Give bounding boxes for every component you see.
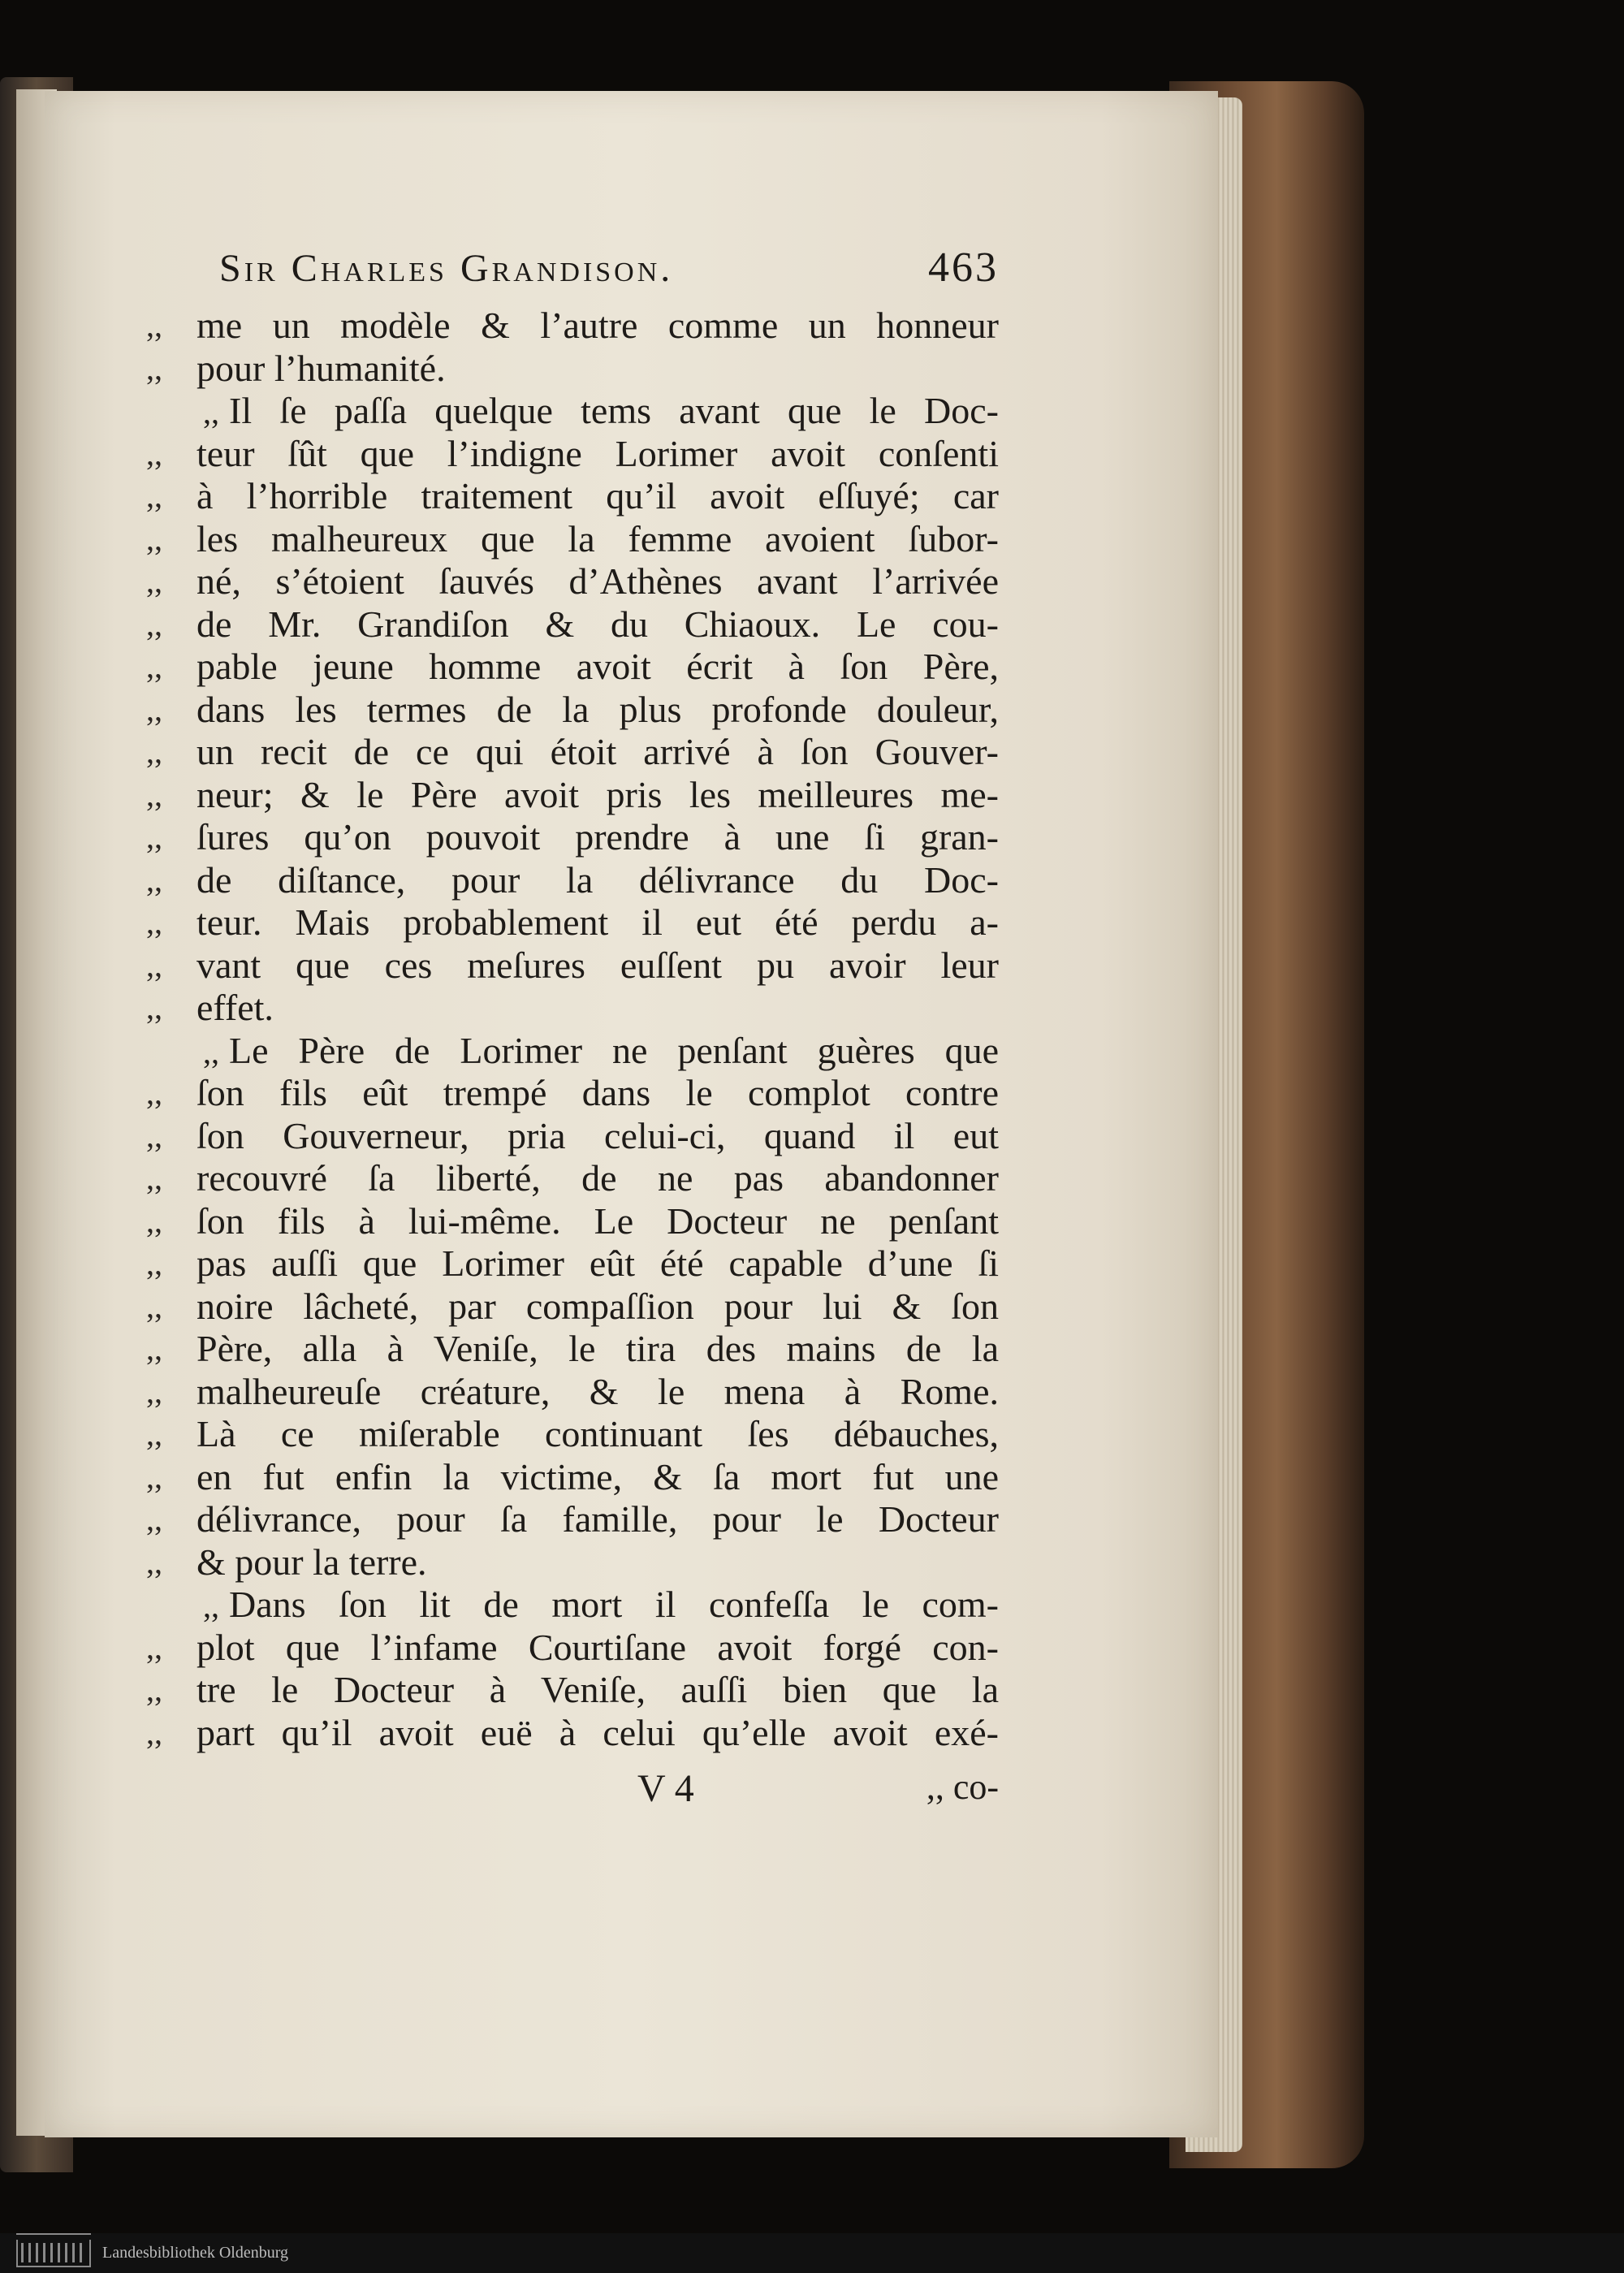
library-building-logo-icon	[16, 2240, 91, 2267]
line-words: Dans ſon lit de mort il confeſſa le com-	[229, 1584, 999, 1625]
quote-mark: ,,	[146, 1245, 162, 1281]
line-words: les malheureux que la femme avoient ſubor-	[197, 517, 999, 560]
line-text	[197, 348, 999, 391]
line-words: pour l’humanité.	[197, 347, 446, 389]
line-text	[197, 475, 999, 518]
quote-mark: ,,	[146, 1372, 162, 1410]
line-words: de Mr. Grandiſon & du Chiaoux. Le cou-	[197, 603, 999, 645]
library-name: Landesbibliothek Oldenburg	[102, 2244, 289, 2262]
line-words: noire lâcheté, par compaſſion pour lui & ſon	[197, 1285, 999, 1327]
text-line	[146, 603, 999, 646]
line-words: me un modèle & l’autre comme un honneur	[197, 305, 999, 346]
line-words: neur; & le Père avoit pris les meilleures me-	[197, 773, 999, 815]
line-words: teur ſût que l’indigne Lorimer avoit conſenti	[197, 432, 999, 474]
quote-mark: ,,	[146, 819, 162, 855]
text-line	[146, 731, 999, 774]
line-text	[197, 1115, 999, 1158]
line-words: ſon Gouverneur, pria celui-ci, quand il eut	[197, 1114, 999, 1156]
line-words: Il ſe paſſa quelque tems avant que le Doc-	[229, 390, 999, 431]
line-words: Là ce miſerable continuant ſes débauches,	[197, 1413, 999, 1454]
text-line	[146, 560, 999, 603]
text-line	[146, 1328, 999, 1371]
quote-mark: ,,	[146, 690, 162, 728]
line-words: ſon fils à lui-même. Le Docteur ne penſant	[197, 1199, 999, 1242]
text-line	[146, 1413, 999, 1456]
quote-mark: ,,	[146, 904, 162, 940]
line-text	[197, 1242, 999, 1286]
quote-mark: ,,	[146, 861, 162, 898]
text-line	[146, 475, 999, 518]
text-line	[146, 1115, 999, 1158]
quote-mark: ,,	[146, 349, 162, 387]
text-line	[146, 1627, 999, 1670]
line-text	[197, 731, 999, 774]
text-line	[146, 944, 999, 987]
line-text	[197, 1456, 999, 1499]
running-head	[219, 244, 999, 292]
line-text	[203, 1584, 999, 1628]
line-words: à l’horrible traitement qu’il avoit eſſuyé; car	[197, 475, 999, 516]
line-text	[197, 1712, 999, 1755]
quote-mark: ,,	[146, 434, 162, 472]
line-text	[197, 433, 999, 476]
line-words: Le Père de Lorimer ne penſant guères que	[229, 1029, 999, 1071]
line-text	[197, 305, 999, 348]
quote-mark: ,,	[146, 478, 162, 514]
line-words: tre le Docteur à Veniſe, auſſi bien que la	[197, 1669, 999, 1710]
library-footer-bar	[0, 2233, 1624, 2273]
line-text	[197, 987, 999, 1030]
opening-quote-mark: ,,	[203, 1588, 219, 1624]
line-words: né, s’étoient ſauvés d’Athènes avant l’arrivée	[197, 560, 999, 602]
text-line	[146, 433, 999, 476]
text-line	[146, 859, 999, 902]
quote-mark: ,,	[146, 1117, 162, 1154]
opening-quote-mark: ,,	[203, 1033, 219, 1070]
line-words: malheureuſe créature, & le mena à Rome.	[197, 1370, 999, 1412]
text-line	[146, 774, 999, 817]
quote-mark: ,,	[146, 605, 162, 642]
quote-mark: ,,	[146, 733, 162, 770]
line-words: pas auſſi que Lorimer eût été capable d’une ſi	[197, 1242, 999, 1284]
quote-mark: ,,	[146, 1415, 162, 1452]
quote-mark: ,,	[146, 1458, 162, 1495]
body-text	[146, 305, 999, 1754]
text-line	[146, 1157, 999, 1200]
line-words: dans les termes de la plus profonde douleur,	[197, 688, 999, 730]
line-words: un recit de ce qui étoit arrivé à ſon Gouver-	[197, 731, 999, 772]
text-line	[146, 1072, 999, 1115]
quote-mark: ,,	[146, 1202, 162, 1239]
quote-mark: ,,	[146, 1160, 162, 1196]
text-line	[146, 1286, 999, 1329]
line-words: ſon fils eût trempé dans le complot contre	[197, 1072, 999, 1113]
page-number: 463	[928, 244, 999, 291]
line-text	[197, 1413, 999, 1456]
line-text	[197, 1286, 999, 1329]
text-line	[146, 1712, 999, 1755]
quote-mark: ,,	[146, 1713, 162, 1751]
quote-mark: ,,	[146, 1543, 162, 1580]
signature-mark: V 4	[637, 1767, 694, 1810]
text-line	[146, 1200, 999, 1243]
text-line	[146, 1371, 999, 1414]
line-text	[197, 689, 999, 732]
text-line	[146, 348, 999, 391]
line-text	[197, 1498, 999, 1541]
line-text	[197, 1669, 999, 1712]
line-text	[203, 390, 999, 434]
running-title: Sir Charles Grandison.	[219, 247, 674, 290]
quote-mark: ,,	[146, 946, 162, 983]
line-text	[197, 1627, 999, 1670]
quote-mark: ,,	[146, 563, 162, 599]
line-text	[203, 1030, 999, 1074]
page-footer	[146, 1766, 999, 1815]
text-line	[146, 1030, 999, 1073]
line-text	[197, 1541, 999, 1584]
line-words: effet.	[197, 987, 274, 1028]
quote-mark: ,,	[146, 1330, 162, 1367]
quote-mark: ,,	[146, 1501, 162, 1537]
line-words: & pour la terre.	[197, 1541, 427, 1583]
line-text	[197, 1157, 999, 1200]
line-text	[197, 859, 999, 902]
text-line	[146, 901, 999, 944]
line-words: délivrance, pour ſa famille, pour le Docteur	[197, 1498, 999, 1540]
text-line	[146, 646, 999, 689]
catchword: ,, co-	[926, 1767, 999, 1807]
line-words: en fut enfin la victime, & ſa mort fut une	[197, 1455, 999, 1497]
line-words: part qu’il avoit euë à celui qu’elle avoit exé-	[197, 1711, 999, 1753]
line-text	[197, 603, 999, 646]
line-words: teur. Mais probablement il eut été perdu a-	[197, 901, 999, 943]
text-line	[146, 1541, 999, 1584]
quote-mark: ,,	[146, 648, 162, 685]
line-text	[197, 1371, 999, 1414]
text-line	[146, 305, 999, 348]
line-words: recouvré ſa liberté, de ne pas abandonner	[197, 1157, 999, 1199]
text-line	[146, 1669, 999, 1712]
text-line	[146, 390, 999, 433]
line-text	[197, 560, 999, 603]
quote-mark: ,,	[146, 520, 162, 557]
text-line	[146, 689, 999, 732]
line-text	[197, 816, 999, 859]
quote-mark: ,,	[146, 989, 162, 1026]
line-text	[197, 944, 999, 987]
line-words: plot que l’infame Courtiſane avoit forgé con-	[197, 1626, 999, 1668]
quote-mark: ,,	[146, 776, 162, 813]
quote-mark: ,,	[146, 1287, 162, 1324]
text-line	[146, 1498, 999, 1541]
line-words: de diſtance, pour la délivrance du Doc-	[197, 858, 999, 901]
line-text	[197, 646, 999, 689]
text-line	[146, 987, 999, 1030]
opening-quote-mark: ,,	[203, 394, 219, 430]
text-line	[146, 1242, 999, 1286]
line-text	[197, 518, 999, 561]
text-line	[146, 518, 999, 561]
line-text	[197, 1200, 999, 1243]
text-line	[146, 1456, 999, 1499]
quote-mark: ,,	[146, 307, 162, 344]
line-words: pable jeune homme avoit écrit à ſon Père,	[197, 646, 999, 687]
line-words: vant que ces meſures euſſent pu avoir leur	[197, 944, 999, 986]
line-text	[197, 774, 999, 817]
line-text	[197, 901, 999, 944]
text-line	[146, 816, 999, 859]
quote-mark: ,,	[146, 1074, 162, 1111]
quote-mark: ,,	[146, 1671, 162, 1708]
text-line	[146, 1584, 999, 1627]
quote-mark: ,,	[146, 1628, 162, 1666]
line-text	[197, 1328, 999, 1371]
line-words: Père, alla à Veniſe, le tira des mains de la	[197, 1328, 999, 1369]
line-text	[197, 1072, 999, 1115]
line-words: ſures qu’on pouvoit prendre à une ſi gran-	[197, 816, 999, 858]
